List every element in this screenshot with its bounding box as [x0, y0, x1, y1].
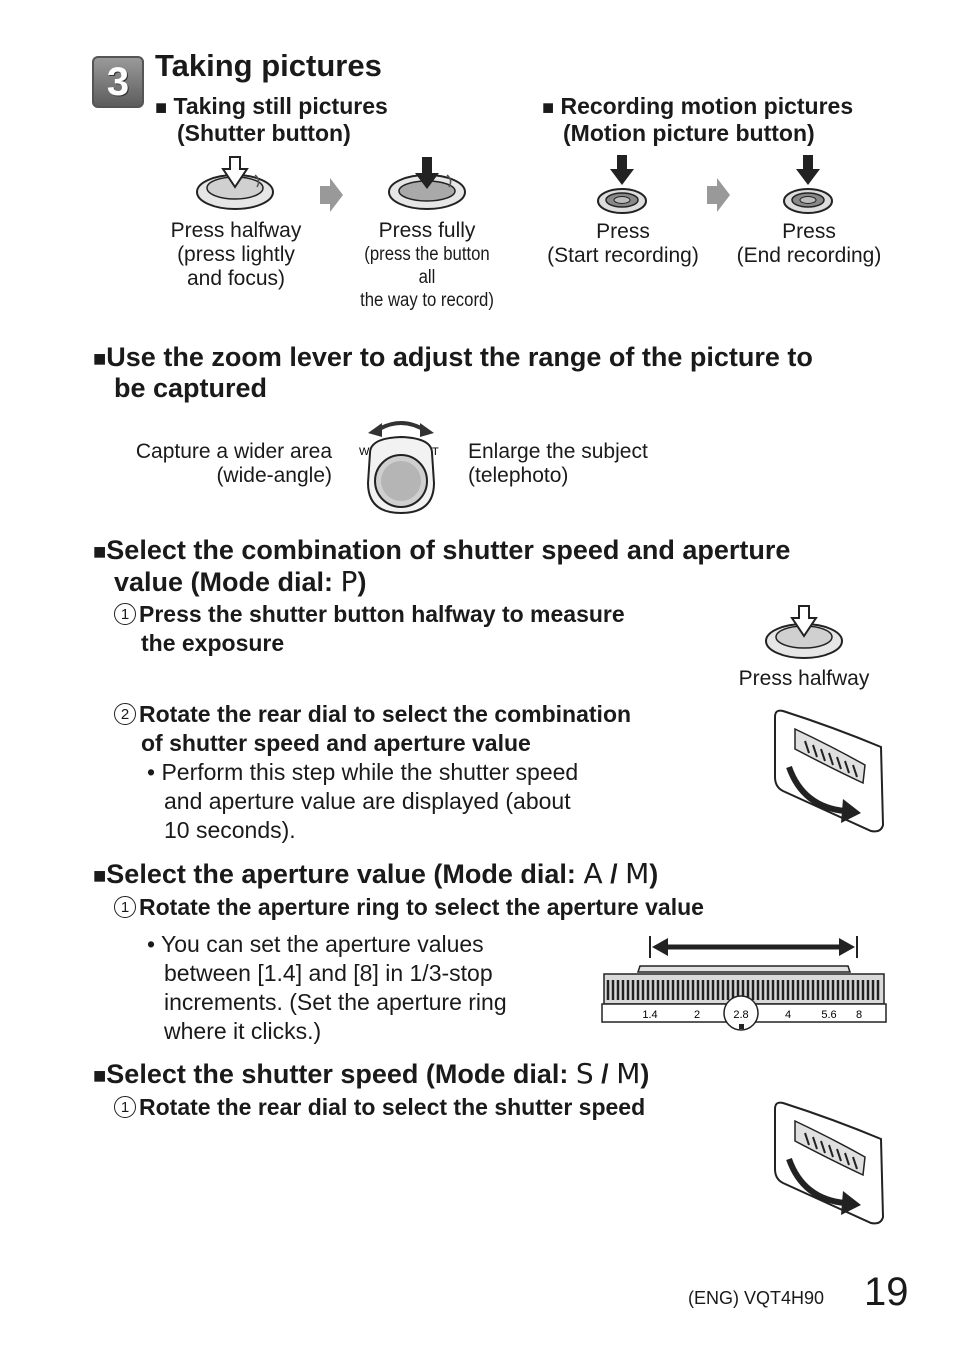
ring-value-label: 2 — [693, 1009, 701, 1021]
ring-value-label: 8 — [855, 1009, 863, 1021]
aperture-ring-icon — [600, 932, 888, 1034]
arrow-right-icon — [705, 178, 731, 212]
program-step1: 1 Press the shutter button halfway to measure — [114, 600, 625, 629]
ring-value-label: 4 — [784, 1009, 792, 1021]
page-number: 19 — [864, 1270, 909, 1314]
model-code: (ENG) VQT4H90 — [688, 1288, 825, 1308]
page-title: Taking pictures — [155, 48, 382, 83]
half-caption: Press halfway (press lightly and focus) — [170, 219, 302, 290]
program-step2-line2: of shutter speed and aperture value — [141, 730, 531, 756]
program-step2: 2 Rotate the rear dial to select the combination — [114, 700, 631, 729]
rear-dial-icon — [773, 1099, 885, 1227]
zoom-lever-icon — [356, 413, 446, 518]
arrow-right-icon — [318, 178, 344, 212]
motion-start-caption: Press (Start recording) — [547, 220, 699, 267]
aperture-step1: 1 Rotate the aperture ring to select the aperture value — [114, 893, 704, 922]
shutter-button-half-icon — [762, 604, 848, 664]
ring-value-label: 1.4 — [642, 1009, 658, 1021]
zoom-heading: ■Use the zoom lever to adjust the range of the picture to — [93, 342, 813, 372]
t-label: T — [432, 446, 439, 458]
press-halfway-caption: Press halfway — [738, 667, 870, 690]
mode-m-label: M — [616, 1057, 641, 1090]
wide-caption: Capture a wider area (wide-angle) — [135, 440, 332, 487]
still-heading-sub: (Shutter button) — [177, 120, 351, 146]
zoom-heading-sub: be captured — [114, 373, 268, 403]
mode-a-label: A — [583, 857, 603, 890]
tele-caption: Enlarge the subject (telephoto) — [468, 440, 648, 487]
square-bullet-icon: ■ — [155, 97, 168, 119]
still-heading: ■ Taking still pictures — [155, 93, 388, 119]
shutter-button-half-icon — [193, 155, 283, 215]
aperture-bullet: • You can set the aperture values between [1.4] and [8] in 1/3-stop increments. (Set the aperture ring where it clicks.) — [147, 931, 507, 1044]
shutter-heading: ■Select the shutter speed (Mode dial: S / M) — [93, 1057, 650, 1090]
full-caption: Press fully (press the button all the way to record) — [360, 219, 494, 311]
mode-p-label: P — [340, 565, 358, 598]
aperture-heading: ■Select the aperture value (Mode dial: A / M) — [93, 857, 659, 890]
motion-heading-sub: (Motion picture button) — [563, 120, 815, 146]
motion-button-start-icon — [596, 153, 652, 215]
mode-s-label: S — [575, 1057, 594, 1090]
step-badge: 3 — [92, 56, 144, 108]
ring-value-label: 2.8 — [733, 1009, 749, 1021]
rear-dial-icon — [773, 707, 885, 835]
square-bullet-icon: ■ — [542, 97, 555, 119]
program-step1-line2: the exposure — [141, 630, 285, 656]
motion-end-caption: Press (End recording) — [736, 220, 882, 267]
w-label: W — [359, 446, 370, 458]
square-bullet-icon: ■ — [93, 539, 107, 564]
mode-m-label: M — [625, 857, 650, 890]
ring-value-label: 5.6 — [821, 1009, 837, 1021]
motion-heading: ■ Recording motion pictures — [542, 93, 854, 119]
program-heading: ■Select the combination of shutter speed and aperture — [93, 535, 791, 565]
square-bullet-icon: ■ — [93, 346, 107, 371]
program-bullet: • Perform this step while the shutter speed and aperture value are displayed (about 10 seconds). — [147, 759, 579, 843]
program-heading-sub: value (Mode dial: P) — [114, 565, 367, 598]
motion-button-end-icon — [782, 153, 838, 215]
shutter-step1: 1 Rotate the rear dial to select the shutter speed — [114, 1093, 645, 1122]
square-bullet-icon: ■ — [93, 863, 107, 888]
square-bullet-icon: ■ — [93, 1063, 107, 1088]
shutter-button-full-icon — [385, 155, 475, 215]
